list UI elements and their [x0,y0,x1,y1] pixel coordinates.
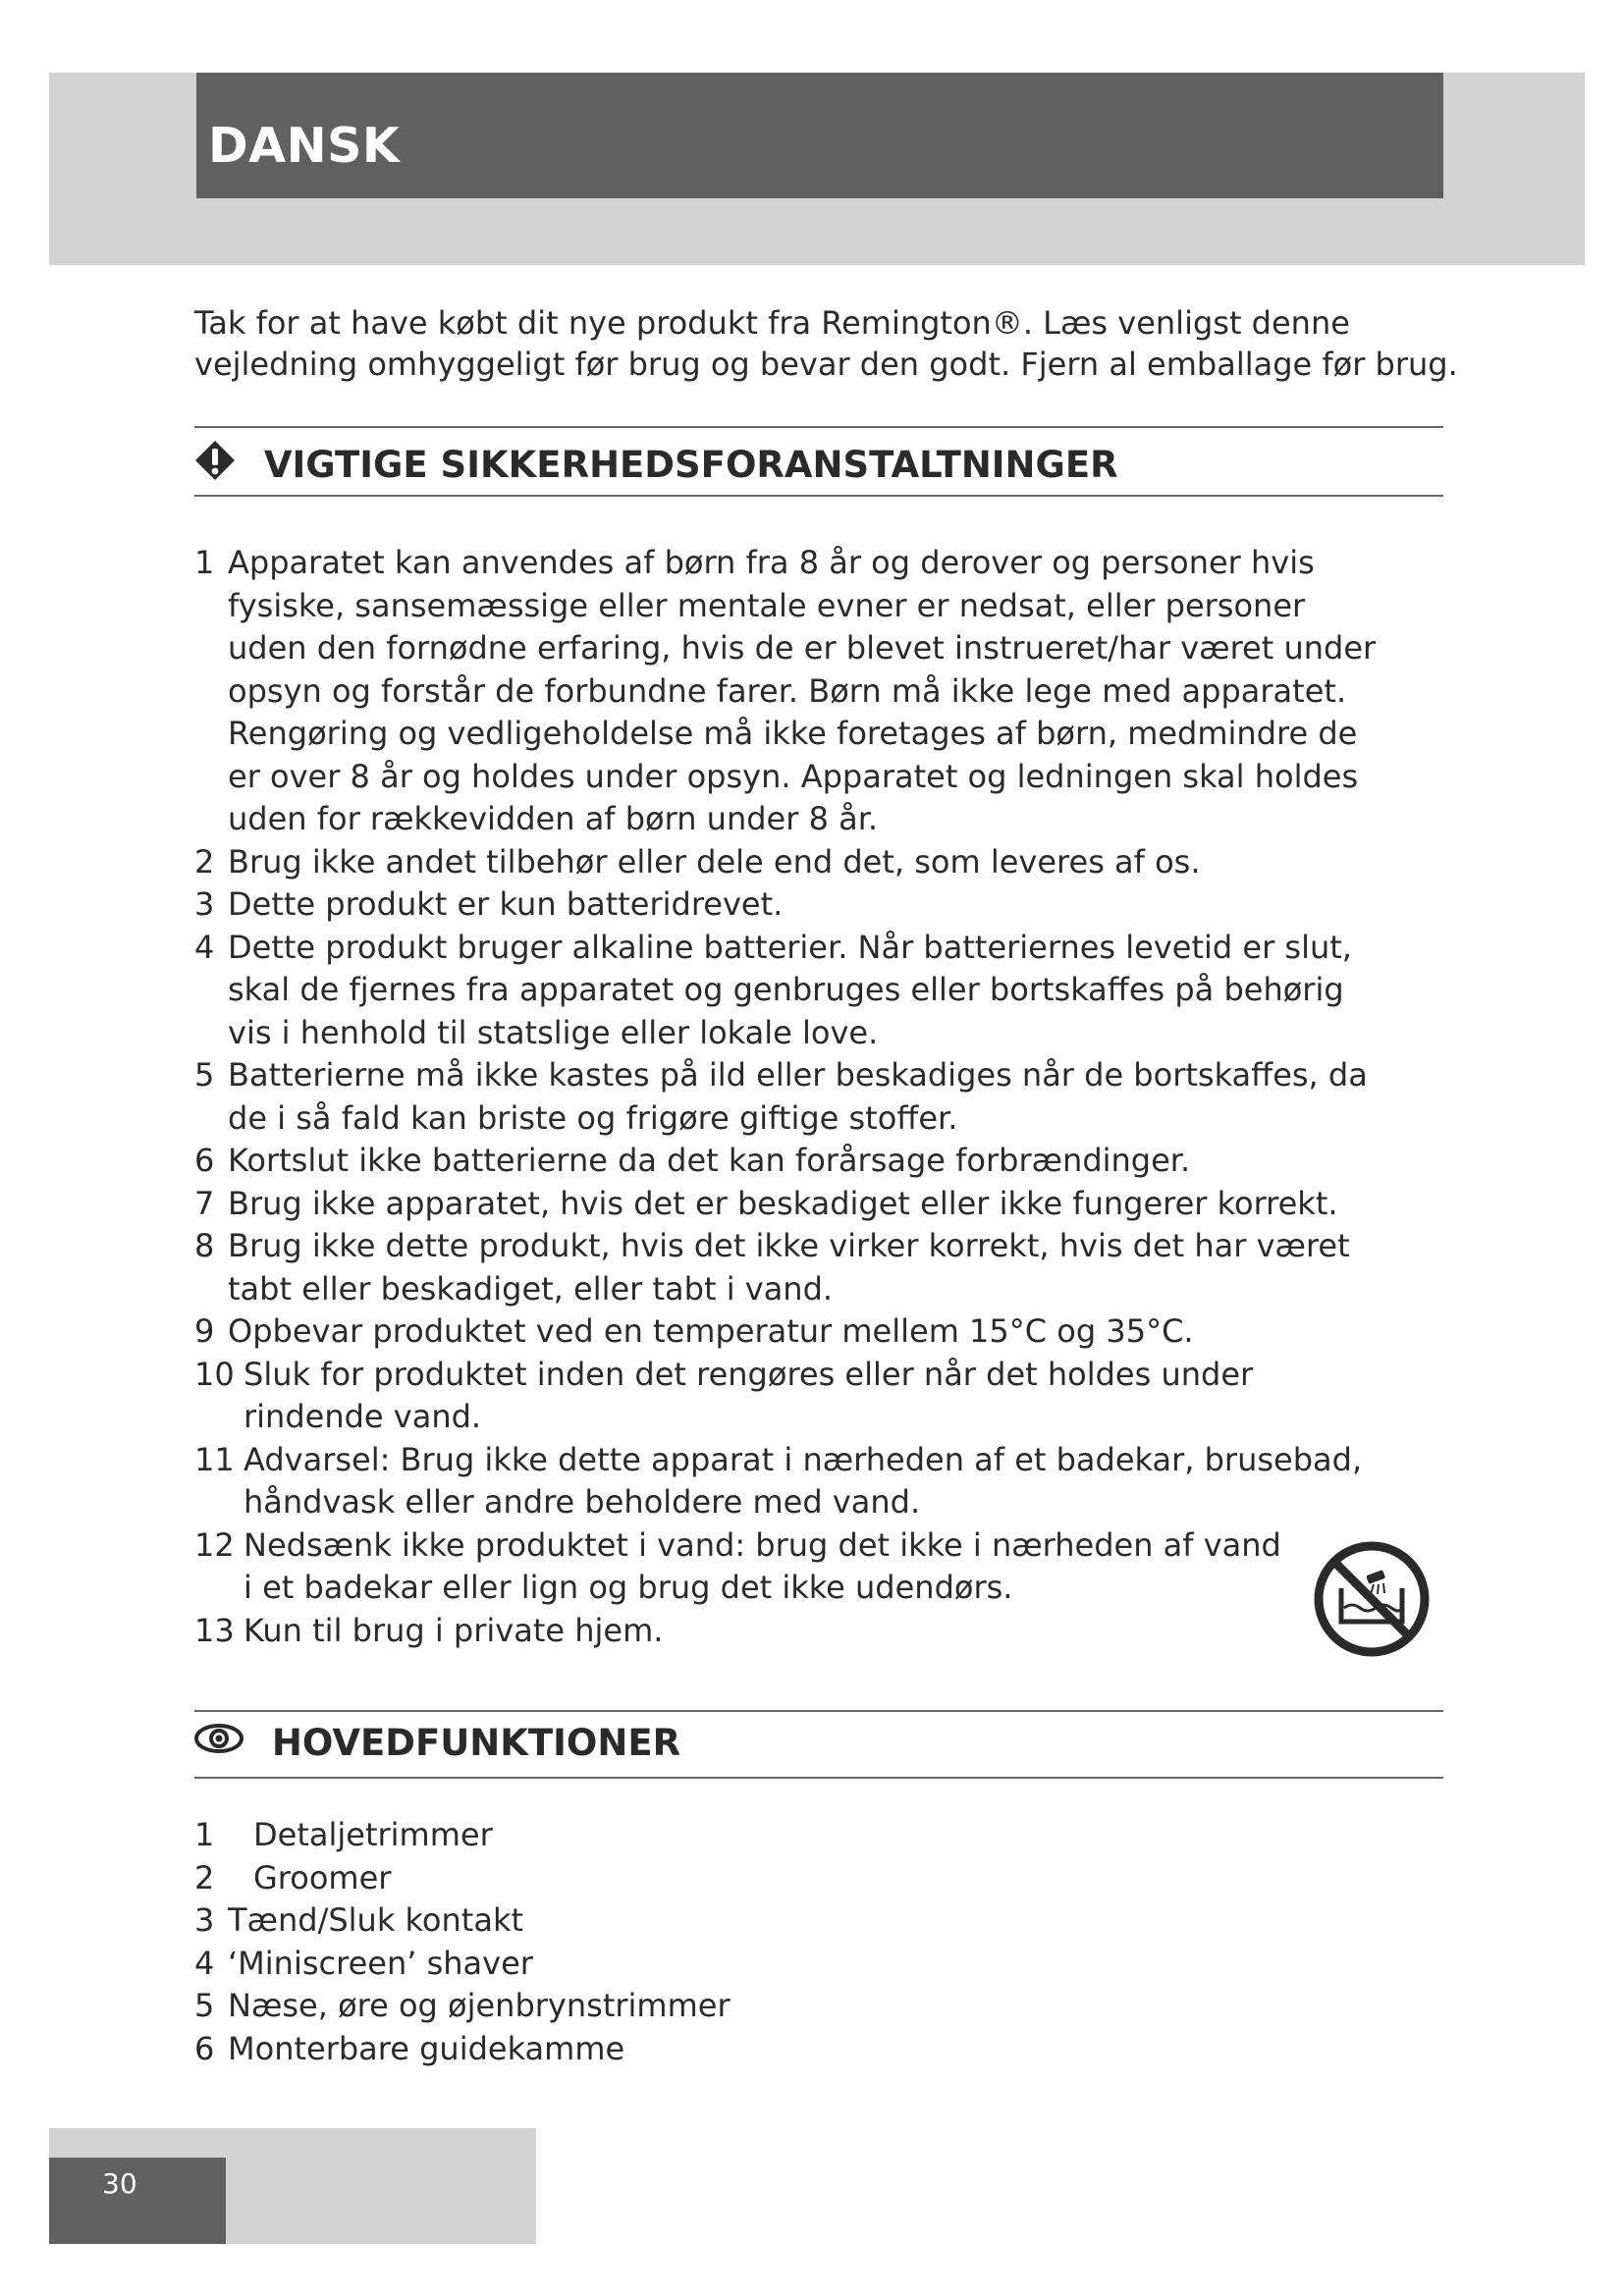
list-item: 8 Brug ikke dette produkt, hvis det ikke virker korrekt, hvis det har været tabt eller beskadiget, eller tabt i vand. [194,1227,1350,1308]
list-item: 6 Monterbare guidekamme [194,2029,625,2067]
eye-icon [194,1721,244,1765]
intro-paragraph [194,302,1461,385]
list-item: 7 Brug ikke apparatet, hvis det er beskadiget eller ikke fungerer korrekt. [194,1184,1338,1222]
intro-line: Tak for at have købt dit nye produkt fra Remington®. Læs venligst denne [194,304,1350,342]
list-item: 5 Batterierne må ikke kastes på ild eller beskadiges når de bortskaffes, da de i så fald kan briste og frigøre giftige stoffer. [194,1056,1368,1137]
page-number: 30 [102,2167,137,2200]
list-item: 6 Kortslut ikke batterierne da det kan forårsage forbrændinger. [194,1142,1191,1179]
list-item: 9 Opbevar produktet ved en temperatur mellem 15°C og 35°C. [194,1312,1194,1350]
warning-diamond-icon [194,440,236,490]
features-heading [194,1720,680,1765]
safety-heading [194,440,1118,490]
list-item: 10 Sluk for produktet inden det rengøres eller når det holdes under rindende vand. [194,1355,1254,1435]
list-item: 4 ‘Miniscreen’ shaver [194,1944,533,1982]
list-item: 11 Advarsel: Brug ikke dette apparat i nærheden af et badekar, brusebad, håndvask eller andre beholdere med vand. [194,1440,1363,1521]
safety-heading-label: VIGTIGE SIKKERHEDSFORANSTALTNINGER [263,444,1118,486]
section-divider [194,1710,1443,1712]
list-item: 2 Brug ikke andet tilbehør eller dele end det, som leveres af os. [194,842,1201,881]
list-item: 3 Dette produkt er kun batteridrevet. [194,885,784,923]
page-title: DANSK [208,118,401,174]
list-item: 3 Tænd/Sluk kontakt [194,1901,524,1939]
list-item: 12 Nedsænk ikke produktet i vand: brug det ikke i nærheden af vand i et badekar eller lign og brug det ikke udendørs. [194,1525,1281,1606]
list-item: 4 Dette produkt bruger alkaline batterier. Når batteriernes levetid er slut, skal de fjernes fra apparatet og genbruges eller bortskaffes på behørig vis i henhold til statslige eller lokale love. [194,928,1352,1051]
no-water-immersion-icon [1312,1539,1432,1663]
section-divider [194,495,1443,497]
section-divider [194,1777,1443,1779]
list-item: 1 Detaljetrimmer [194,1816,493,1853]
features-list [194,1814,731,2070]
page-number-box [49,2158,226,2244]
section-divider [194,426,1443,428]
features-heading-label: HOVEDFUNKTIONER [271,1722,681,1764]
list-item: 1 Apparatet kan anvendes af børn fra 8 år og derover og personer hvis fysiske, sansemæssige eller mentale evner er nedsat, eller personer uden den fornødne erfaring, hvis de er blevet instrueret/har været under opsyn og forstår de forbundne farer. Børn må ikke lege med apparatet. Rengøring og vedligeholdelse må ikke foretages af børn, medmindre de er over 8 år og holdes under opsyn. Apparatet og ledningen skal holdes uden for rækkevidden af børn under 8 år. [194,544,1377,837]
safety-list [194,542,1392,1652]
intro-line: vejledning omhyggeligt før brug og bevar den godt. Fjern al emballage før brug. [194,346,1458,383]
list-item: 13 Kun til brug i private hjem. [194,1611,664,1649]
list-item: 5 Næse, øre og øjenbrynstrimmer [194,1987,731,2024]
list-item: 2 Groomer [194,1858,392,1896]
